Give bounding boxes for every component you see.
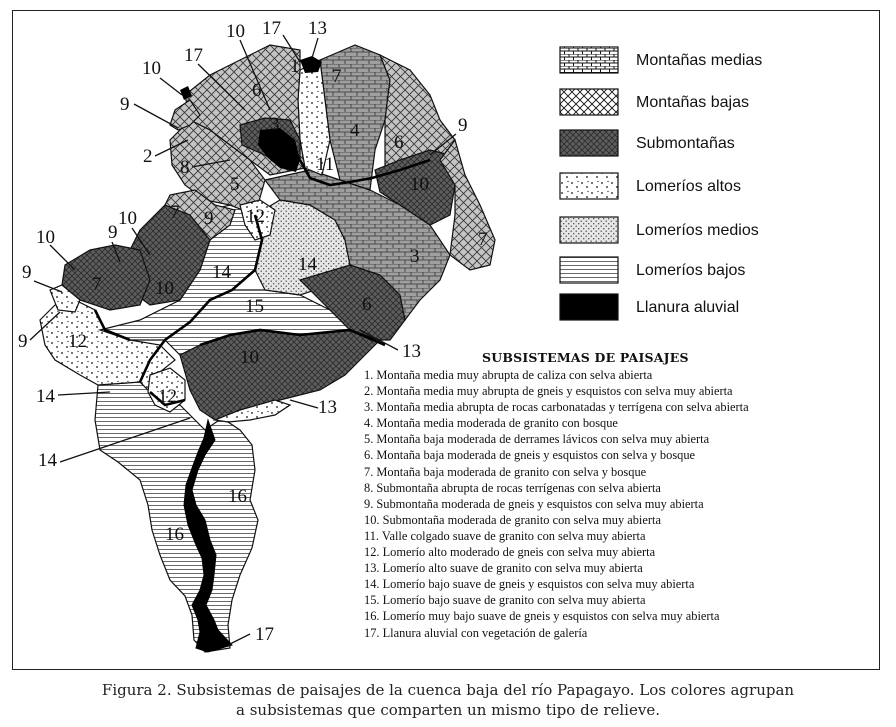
- map-label-14-right: 14: [298, 254, 317, 275]
- legend-item-montanas-bajas: [558, 88, 749, 118]
- map-label-2: 2: [143, 146, 153, 167]
- map-label-6-right: 6: [394, 132, 404, 153]
- map-label-10-center: 10: [240, 347, 259, 368]
- map-label-4: 4: [350, 120, 360, 141]
- subsystem-item: 5. Montaña baja moderada de derrames lávicos con selva muy abierta: [364, 432, 710, 447]
- legend-item-lomerios-medios: [558, 216, 759, 246]
- legend-label-montanas-medias: Montañas medias: [636, 52, 763, 69]
- subsystem-item: 11. Valle colgado suave de granito con selva muy abierta: [364, 528, 646, 543]
- legend-item-montanas-medias: [558, 46, 762, 76]
- map-label-7-far-left: 7: [92, 274, 102, 295]
- legend-item-submontanas: [558, 129, 735, 159]
- map-label-3: 3: [270, 114, 280, 135]
- subsystem-item: 8. Submontaña abrupta de rocas terrígenas con selva abierta: [364, 480, 661, 495]
- map-label-16-right: 16: [228, 486, 247, 507]
- caption-line-1: Figura 2. Subsistemas de paisajes de la cuenca baja del río Papagayo. Los colores agrupan: [101, 681, 795, 699]
- subsystem-item: 7. Montaña baja moderada de granito con selva y bosque: [364, 464, 647, 479]
- subsystem-item: 9. Submontaña moderada de gneis y esquistos con selva muy abierta: [364, 496, 704, 511]
- legend-item-llanura-aluvial: [558, 293, 739, 323]
- map-label-9-right: 9: [458, 115, 468, 136]
- legend-label-montanas-bajas: Montañas bajas: [636, 94, 749, 111]
- map-label-10-right: 10: [410, 174, 429, 195]
- map-label-3-right: 3: [410, 246, 420, 267]
- map-label-10-left: 10: [142, 58, 161, 79]
- subsystem-item: 4. Montaña media moderada de granito con bosque: [364, 416, 618, 431]
- subsystem-item: 3. Montaña media abrupta de rocas carbonatadas y terrígena con selva abierta: [364, 400, 749, 415]
- map-label-10-lower-left: 10: [155, 278, 174, 299]
- legend-label-lomerios-altos: Lomeríos altos: [636, 178, 741, 195]
- figure-caption: [0, 680, 896, 720]
- subsystem-item: 14. Lomerío bajo suave de gneis y esquistos con selva muy abierta: [364, 577, 695, 592]
- map-label-13-top: 13: [308, 18, 327, 39]
- map-label-13-mid: 13: [402, 341, 421, 362]
- map-label-7-left: 7: [170, 202, 180, 223]
- subsystem-item: 16. Lomerío muy bajo suave de gneis y esquistos con selva muy abierta: [364, 609, 720, 624]
- map-label-17-top: 17: [262, 18, 281, 39]
- map-label-14-lower: 14: [36, 386, 55, 407]
- map-label-9-left: 9: [120, 94, 130, 115]
- map-label-1: 1: [290, 56, 300, 77]
- map-label-6-center: 6: [252, 80, 262, 101]
- legend-label-llanura-aluvial: Llanura aluvial: [636, 299, 740, 316]
- subsystem-item: 15. Lomerío bajo suave de granito con selva muy abierta: [364, 593, 646, 608]
- map-label-9-lower-left: 9: [18, 331, 28, 352]
- legend-label-submontanas: Submontañas: [636, 135, 735, 152]
- map-label-12-left: 12: [68, 331, 87, 352]
- map-label-9-left2: 9: [108, 222, 118, 243]
- map-label-12-upper: 12: [246, 206, 265, 227]
- legend-item-lomerios-bajos: [558, 256, 745, 286]
- subsystem-item: 1. Montaña media muy abrupta de caliza con selva abierta: [364, 368, 653, 382]
- map-label-13-lower: 13: [318, 397, 337, 418]
- map-label-9-far-left: 9: [22, 262, 32, 283]
- subsystem-item: 12. Lomerío alto moderado de gneis con selva muy abierta: [364, 545, 656, 560]
- legend-label-lomerios-medios: Lomeríos medios: [636, 222, 759, 239]
- subsystem-item: 13. Lomerío alto suave de granito con selva muy abierta: [364, 561, 643, 576]
- map-label-15: 15: [245, 296, 264, 317]
- map-label-5: 5: [230, 174, 240, 195]
- map-label-17-left: 17: [184, 45, 203, 66]
- subsystem-item: 6. Montaña baja moderada de gneis y esquistos con selva y bosque: [364, 448, 696, 463]
- map-label-14-center: 14: [212, 262, 231, 283]
- caption-line-2: a subsistemas que comparten un mismo tipo de relieve.: [236, 701, 660, 719]
- legend-label-lomerios-bajos: Lomeríos bajos: [636, 262, 746, 279]
- map-label-14-bottom: 14: [38, 450, 57, 471]
- subsystems-title: SUBSISTEMAS DE PAISAJES: [482, 350, 689, 365]
- map-label-12-lower: 12: [158, 386, 177, 407]
- map-label-10-far-left: 10: [36, 227, 55, 248]
- map-label-10-top: 10: [226, 21, 245, 42]
- subsystems-list: [364, 367, 749, 641]
- map-label-6-lower: 6: [362, 294, 372, 315]
- map-label-7-top: 7: [332, 66, 342, 87]
- map-label-9-center: 9: [204, 208, 214, 229]
- map-label-11: 11: [316, 154, 335, 175]
- map-label-8: 8: [180, 157, 190, 178]
- subsystem-item: 17. Llanura aluvial con vegetación de galería: [364, 625, 588, 640]
- map-label-16-left: 16: [165, 524, 184, 545]
- map-label-10-left2: 10: [118, 208, 137, 229]
- legend-item-lomerios-altos: [558, 172, 741, 202]
- map-label-7-right: 7: [478, 229, 488, 250]
- subsystem-item: 2. Montaña media muy abrupta de gneis y esquistos con selva muy abierta: [364, 384, 733, 399]
- map-label-17-bottom: 17: [255, 624, 274, 645]
- subsystem-item: 10. Submontaña moderada de granito con selva muy abierta: [364, 512, 661, 527]
